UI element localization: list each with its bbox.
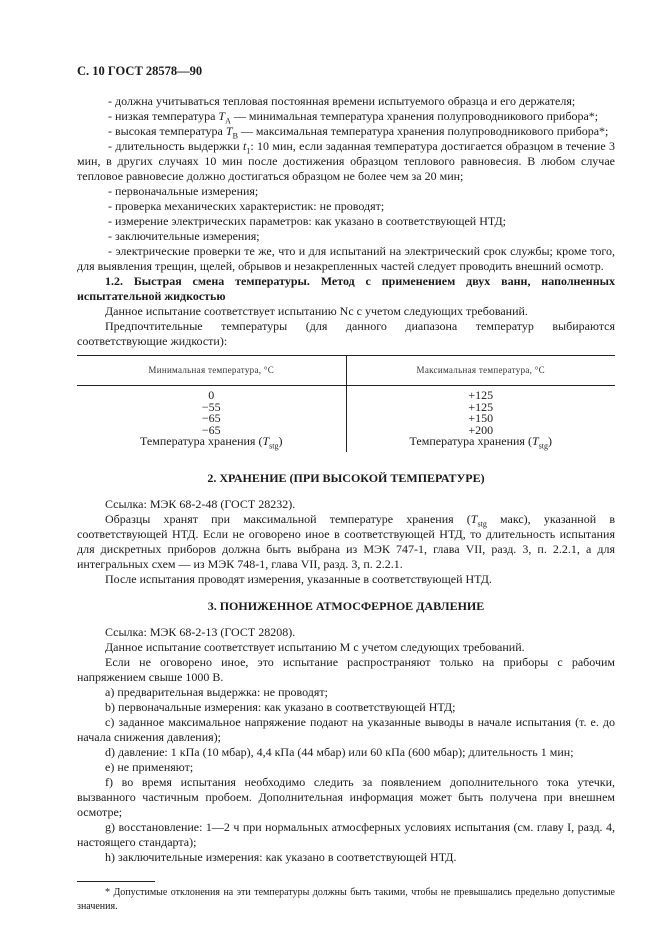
table-cell: +125 [346,402,615,414]
table-row [77,402,615,414]
list-item: b) первоначальные измерения: как указано в соответствующей НТД; [105,699,456,714]
table-cell-storage-min: Температура хранения $(T_{stg})$ [140,434,283,451]
document-body [77,94,615,914]
table-row [77,386,615,402]
paragraph: Ссылка: МЭК 68-2-48 (ГОСТ 28232). [105,496,296,511]
table-cell: −65 [201,422,221,437]
table-cell: +125 [346,386,615,402]
list-item: - проверка механических характеристик: не проводят; [108,199,385,213]
list-item: g) восстановление: 1—2 ч при нормальных атмосферных условиях испытания (см. главу I, разд. 4, настоящего стандарта); [77,819,615,849]
paragraph: Данное испытание соответствует испытанию М с учетом следующих требований. [105,639,525,654]
table-cell: +200 [346,425,615,437]
paragraph: Образцы хранят при максимальной температуре хранения ($T_{stg}$ макс), указанной в соответствующей НТД. Если не оговорено иное в соответствующей НТД, то длительность испытания для дискретных приборов должна быть выбрана из МЭК 747-1, глава VII, разд. 3, п. 2.2.1, а для интегральных схем — из МЭК 748-1, глава VII, разд. 3, п. 2.2.1. [77,511,615,571]
list-item-high-temp: - высокая температура $T_B$ — максимальная температура хранения полупроводникового прибора*; [108,124,609,141]
list-item: e) не применяют; [105,759,194,774]
list-item: - заключительные измерения; [108,229,260,243]
paragraph: Данное испытание соответствует испытанию Nc с учетом следующих требований. [105,304,528,318]
table-cell: −65 [201,411,221,425]
table-header-min: Минимальная температура, °С [148,365,275,375]
paragraph: Ссылка: МЭК 68-2-13 (ГОСТ 28208). [105,624,296,639]
page-header: С. 10 ГОСТ 28578—90 [77,64,203,78]
table-cell: +150 [346,413,615,425]
table-cell: −55 [201,399,221,414]
list-item: - первоначальные измерения; [108,184,259,198]
list-item: а) предварительная выдержка: не проводят; [105,684,328,699]
list-item: c) заданное максимальное напряжение подают на указанные выводы в начале испытания (т. е. до начала снижения давления); [77,714,615,744]
list-item: - измерение электрических параметров: как указано в соответствующей НТД; [108,214,506,228]
list-item: - должна учитываться тепловая постоянная времени испытуемого образца и его держателя; [108,94,576,108]
temperature-table [77,355,615,452]
list-item: f) во время испытания необходимо следить за появлением дополнительного тока утечки, вызванного частичным пробоем. Дополнительная информация может быть получена при внешнем осмотре; [77,774,615,819]
table-header-row [77,356,615,386]
list-item-low-temp: - низкая температура $T_A$ — минимальная температура хранения полупроводникового прибора*; [108,109,599,126]
table-cell-storage-max: Температура хранения $(T_{stg})$ [346,436,615,452]
table-cell: 0 [208,388,215,402]
table-row [77,413,615,425]
table-header-max: Максимальная температура, °С [346,356,615,386]
paragraph: Если не оговорено иное, это испытание распространяют только на приборы с рабочим напряжением свыше 1000 В. [77,654,615,684]
paragraph: Предпочтительные температуры (для данного диапазона температур выбираются соответствующие жидкости): [77,319,615,348]
list-item: d) давление: 1 кПа (10 мбар), 4,4 кПа (44 мбар) или 60 кПа (600 мбар); длительность 1 мин; [105,744,574,759]
section-1-2-title: 1.2. Быстрая смена температуры. Метод с применением двух ванн, наполненных испытательной жидкостью [77,274,615,303]
list-item-duration: - длительность выдержки $t_1$: 10 мин, если заданная температура достигается образцом в течение 3 мин, в других случаях 10 мин после достижения образцом теплового равновесия. В любом случае тепловое равновесие должно достигаться образцом не более чем за 20 мин; [77,139,615,183]
paragraph: После испытания проводят измерения, указанные в соответствующей НТД. [105,571,492,586]
footnote-divider [77,881,155,882]
list-item: - электрические проверки те же, что и для испытаний на электрический срок службы; кроме того, для выявления трещин, щелей, обрывов и незакрепленных частей следует проводить внешний осмотр. [77,244,615,273]
table-row [77,436,615,452]
footnote: * Допустимые отклонения на эти температуры должны быть такими, чтобы не превышались предельно допустимые значения. [77,886,615,912]
list-item: h) заключительные измерения: как указано в соответствующей НТД. [105,849,457,864]
section-2-title: 2. ХРАНЕНИЕ (ПРИ ВЫСОКОЙ ТЕМПЕРАТУРЕ) [207,470,485,485]
section-3-title: 3. ПОНИЖЕННОЕ АТМОСФЕРНОЕ ДАВЛЕНИЕ [207,598,485,613]
